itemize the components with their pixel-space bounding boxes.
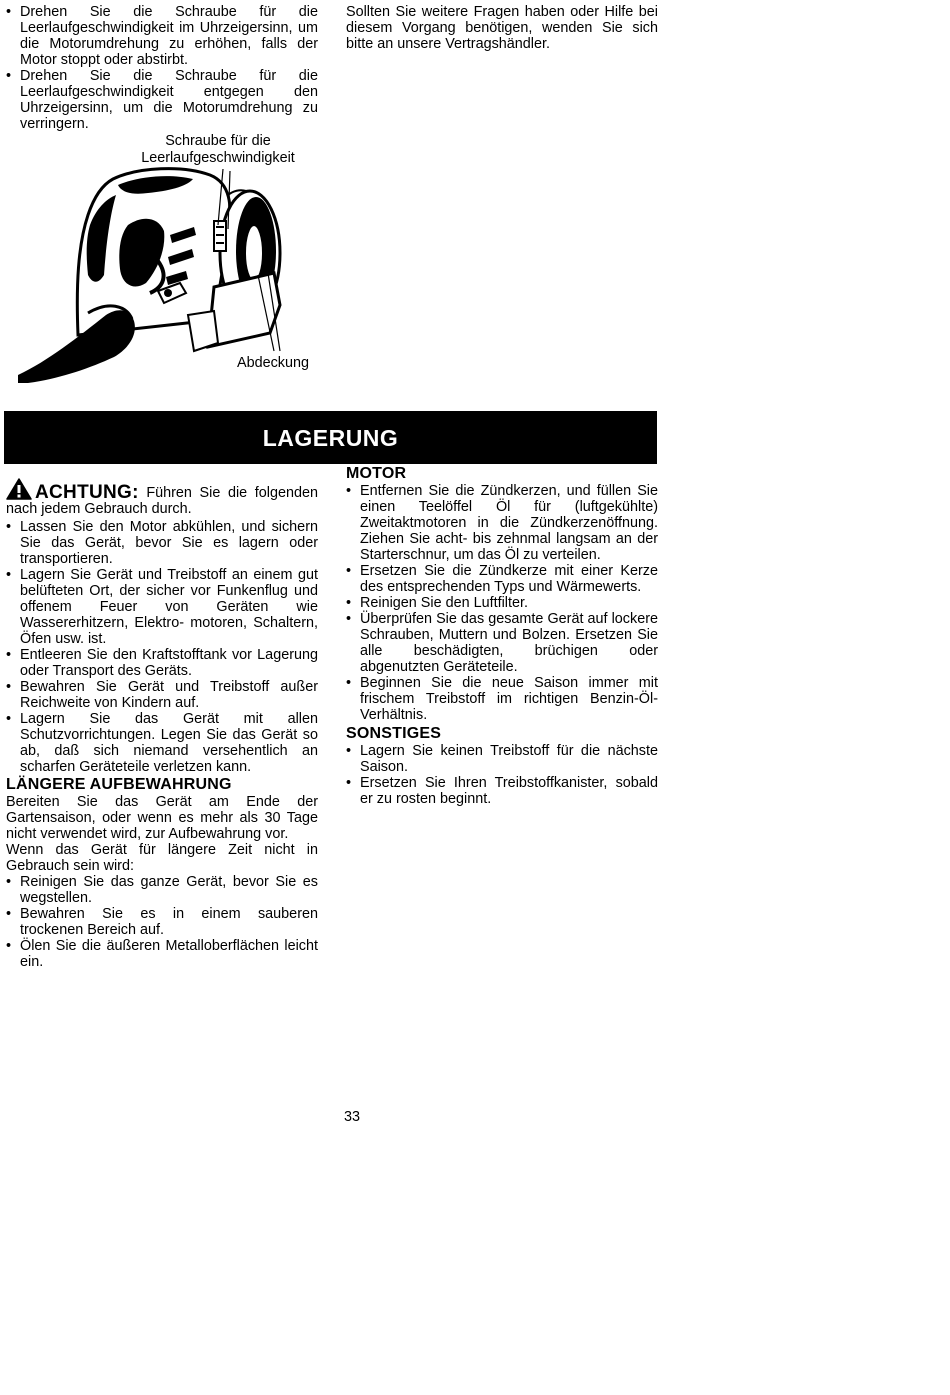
list-item: • Reinigen Sie das ganze Gerät, bevor Sie es wegstellen. bbox=[6, 874, 318, 906]
list-item: • Bewahren Sie Gerät und Treibstoff außer Reichweite von Kindern auf. bbox=[6, 679, 318, 711]
top-right-column bbox=[346, 4, 658, 52]
list-item: • Lagern Sie keinen Treibstoff für die nächste Saison. bbox=[346, 743, 658, 775]
warning-text: Führen Sie die folgenden nach jedem Gebrauch durch. bbox=[6, 485, 318, 517]
right-column bbox=[346, 465, 658, 807]
list-item: • Drehen Sie die Schraube für die Leerlaufgeschwindigkeit im Uhrzeigersinn, um die Motorumdrehung zu erhöhen, falls der Motor stoppt oder abstirbt. bbox=[6, 4, 318, 68]
cover-caption: Abdeckung bbox=[236, 355, 309, 371]
long-storage-para1: Bereiten Sie das Gerät am Ende der Gartensaison, oder wenn es mehr als 30 Tage nicht verwendet wird, zur Aufbewahrung vor. bbox=[6, 794, 318, 842]
list-item: • Entfernen Sie die Zündkerzen, und füllen Sie einen Teelöffel Öl für (luftgekühlte) Zweitaktmotoren in die Zündkerzenöffnung. Ziehen Sie acht- bis zehnmal langsam an der Starterschnur, um das Öl zu verteilen. bbox=[346, 483, 658, 563]
sonstiges-heading: SONSTIGES bbox=[346, 725, 442, 742]
screw-caption-line1: Schraube für die bbox=[165, 133, 271, 149]
left-column bbox=[6, 478, 318, 970]
list-item: • Beginnen Sie die neue Saison immer mit frischem Treibstoff im richtigen Benzin-Öl-Verhältnis. bbox=[346, 675, 658, 723]
long-storage-list bbox=[6, 874, 318, 970]
list-item: • Drehen Sie die Schraube für die Leerlaufgeschwindigkeit entgegen den Uhrzeigersinn, um die Motorumdrehung zu verringern. bbox=[6, 68, 318, 132]
list-item: • Ölen Sie die äußeren Metalloberflächen leicht ein. bbox=[6, 938, 318, 970]
sonstiges-list bbox=[346, 743, 658, 807]
motor-heading: MOTOR bbox=[346, 465, 407, 482]
warning-paragraph bbox=[6, 478, 318, 517]
idle-speed-list bbox=[6, 4, 318, 132]
list-item: • Überprüfen Sie das gesamte Gerät auf lockere Schrauben, Muttern und Bolzen. Ersetzen Sie alle beschädigten, brüchigen oder abgenutzten Geräteteile. bbox=[346, 611, 658, 675]
list-item: • Lagern Sie das Gerät mit allen Schutzvorrichtungen. Legen Sie das Gerät so ab, daß sich niemand versehentlich an scharfen Geräteteile verletzen kann. bbox=[6, 711, 318, 775]
storage-list bbox=[6, 519, 318, 775]
engine-icon bbox=[18, 165, 318, 383]
banner-title: LAGERUNG bbox=[262, 424, 399, 451]
list-item: • Reinigen Sie den Luftfilter. bbox=[346, 595, 658, 611]
warning-triangle-icon bbox=[6, 478, 32, 500]
list-item: • Lassen Sie den Motor abkühlen, und sichern Sie das Gerät, bevor Sie es lagern oder transportieren. bbox=[6, 519, 318, 567]
screw-caption bbox=[118, 133, 318, 167]
list-item: • Entleeren Sie den Kraftstofftank vor Lagerung oder Transport des Geräts. bbox=[6, 647, 318, 679]
screw-caption-line2: Leerlaufgeschwindigkeit bbox=[141, 150, 295, 166]
page-number: 33 bbox=[344, 1109, 361, 1125]
dealer-note: Sollten Sie weitere Fragen haben oder Hilfe bei diesem Vorgang benötigen, wenden Sie sich bitte an unsere Vertragshändler. bbox=[346, 4, 658, 52]
long-storage-para2: Wenn das Gerät für längere Zeit nicht in Gebrauch sein wird: bbox=[6, 842, 318, 874]
motor-list bbox=[346, 483, 658, 723]
section-banner bbox=[4, 411, 657, 464]
warning-label: ACHTUNG: bbox=[35, 482, 139, 503]
top-left-column bbox=[6, 4, 318, 132]
list-item: • Ersetzen Sie Ihren Treibstoffkanister, sobald er zu rosten beginnt. bbox=[346, 775, 658, 807]
list-item: • Bewahren Sie es in einem sauberen trockenen Bereich auf. bbox=[6, 906, 318, 938]
list-item: • Lagern Sie Gerät und Treibstoff an einem gut belüfteten Ort, der sicher vor Funkenflug und offenem Feuer von Geräten wie Wassererhitzern, Elektro- motoren, Schaltern, Öfen usw. ist. bbox=[6, 567, 318, 647]
engine-illustration bbox=[18, 165, 318, 383]
list-item: • Ersetzen Sie die Zündkerze mit einer Kerze des entsprechenden Typs und Wärmewerts. bbox=[346, 563, 658, 595]
long-storage-heading: LÄNGERE AUFBEWAHRUNG bbox=[6, 776, 232, 793]
